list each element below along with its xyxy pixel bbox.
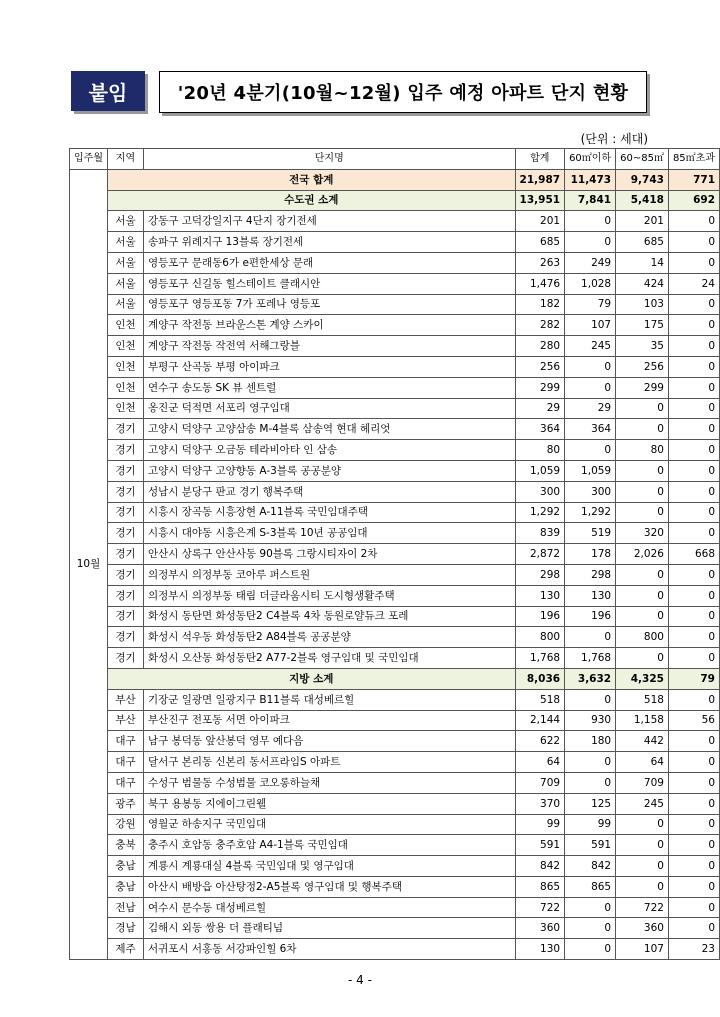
region-cell: 전남 xyxy=(107,897,143,918)
over85-cell: 0 xyxy=(668,211,719,232)
summary-a: 11,473 xyxy=(565,169,616,190)
60to85-cell: 800 xyxy=(616,627,669,648)
over85-cell: 0 xyxy=(668,440,719,461)
table-row xyxy=(70,606,720,627)
col-header-over85: 85㎡초과 xyxy=(668,149,719,170)
region-cell: 대구 xyxy=(107,772,143,793)
over85-cell: 0 xyxy=(668,731,719,752)
total-cell: 263 xyxy=(515,252,565,273)
under60-cell: 107 xyxy=(565,315,616,336)
col-header-under60: 60㎡이하 xyxy=(565,149,616,170)
complex-name-cell: 기장군 일광면 일광지구 B11블록 대성베르힐 xyxy=(143,689,515,710)
table-row xyxy=(70,814,720,835)
over85-cell: 56 xyxy=(668,710,719,731)
over85-cell: 0 xyxy=(668,585,719,606)
region-cell: 인천 xyxy=(107,356,143,377)
total-cell: 370 xyxy=(515,793,565,814)
complex-name-cell: 연수구 송도동 SK 뷰 센트럴 xyxy=(143,377,515,398)
over85-cell: 0 xyxy=(668,856,719,877)
over85-cell: 0 xyxy=(668,814,719,835)
summary-c: 771 xyxy=(668,169,719,190)
60to85-cell: 722 xyxy=(616,897,669,918)
region-cell: 인천 xyxy=(107,398,143,419)
region-cell: 서울 xyxy=(107,273,143,294)
over85-cell: 0 xyxy=(668,252,719,273)
over85-cell: 0 xyxy=(668,648,719,669)
60to85-cell: 442 xyxy=(616,731,669,752)
complex-name-cell: 계양구 작전동 작전역 서해그랑블 xyxy=(143,336,515,357)
complex-name-cell: 성남시 분당구 판교 경기 행복주택 xyxy=(143,481,515,502)
over85-cell: 0 xyxy=(668,481,719,502)
complex-name-cell: 고양시 덕양구 고양삼송 M-4블록 삼송역 현대 헤리엇 xyxy=(143,419,515,440)
summary-b: 4,325 xyxy=(616,668,669,689)
col-header-name: 단지명 xyxy=(143,149,515,170)
under60-cell: 0 xyxy=(565,752,616,773)
complex-name-cell: 김해시 외동 쌍용 더 플래티넘 xyxy=(143,918,515,939)
60to85-cell: 685 xyxy=(616,232,669,253)
region-cell: 제주 xyxy=(107,939,143,960)
under60-cell: 0 xyxy=(565,211,616,232)
over85-cell: 0 xyxy=(668,564,719,585)
region-cell: 경기 xyxy=(107,648,143,669)
over85-cell: 0 xyxy=(668,793,719,814)
total-cell: 29 xyxy=(515,398,565,419)
total-cell: 1,059 xyxy=(515,460,565,481)
total-cell: 201 xyxy=(515,211,565,232)
table-row xyxy=(70,502,720,523)
over85-cell: 0 xyxy=(668,315,719,336)
summary-c: 692 xyxy=(668,190,719,211)
60to85-cell: 0 xyxy=(616,481,669,502)
total-cell: 1,292 xyxy=(515,502,565,523)
summary-label: 지방 소계 xyxy=(107,668,515,689)
under60-cell: 0 xyxy=(565,689,616,710)
complex-name-cell: 화성시 석우동 화성동탄2 A84블록 공공분양 xyxy=(143,627,515,648)
60to85-cell: 0 xyxy=(616,460,669,481)
table-row xyxy=(70,918,720,939)
region-cell: 인천 xyxy=(107,336,143,357)
total-cell: 99 xyxy=(515,814,565,835)
table-row xyxy=(70,731,720,752)
col-header-total: 합계 xyxy=(515,149,565,170)
over85-cell: 0 xyxy=(668,460,719,481)
under60-cell: 196 xyxy=(565,606,616,627)
total-cell: 1,768 xyxy=(515,648,565,669)
summary-c: 79 xyxy=(668,668,719,689)
region-cell: 서울 xyxy=(107,252,143,273)
summary-total: 13,951 xyxy=(515,190,565,211)
table-row xyxy=(70,336,720,357)
under60-cell: 245 xyxy=(565,336,616,357)
region-cell: 경기 xyxy=(107,544,143,565)
complex-name-cell: 고양시 덕양구 고양향동 A-3블록 공공분양 xyxy=(143,460,515,481)
unit-label: (단위 : 세대) xyxy=(580,132,648,146)
under60-cell: 0 xyxy=(565,356,616,377)
total-cell: 80 xyxy=(515,440,565,461)
month-cell: 10월 xyxy=(70,169,108,959)
complex-name-cell: 영등포구 문래동6가 e편한세상 문래 xyxy=(143,252,515,273)
60to85-cell: 320 xyxy=(616,523,669,544)
complex-name-cell: 여수시 문수동 대성베르힐 xyxy=(143,897,515,918)
60to85-cell: 35 xyxy=(616,336,669,357)
summary-label: 전국 합계 xyxy=(107,169,515,190)
60to85-cell: 64 xyxy=(616,752,669,773)
region-cell: 충남 xyxy=(107,856,143,877)
total-cell: 182 xyxy=(515,294,565,315)
60to85-cell: 0 xyxy=(616,835,669,856)
total-cell: 842 xyxy=(515,856,565,877)
table-row xyxy=(70,211,720,232)
table-row xyxy=(70,793,720,814)
complex-name-cell: 부평구 산곡동 부평 아이파크 xyxy=(143,356,515,377)
region-cell: 경기 xyxy=(107,419,143,440)
over85-cell: 0 xyxy=(668,356,719,377)
region-cell: 광주 xyxy=(107,793,143,814)
complex-name-cell: 부산진구 전포동 서면 아이파크 xyxy=(143,710,515,731)
under60-cell: 591 xyxy=(565,835,616,856)
60to85-cell: 201 xyxy=(616,211,669,232)
region-cell: 경기 xyxy=(107,460,143,481)
total-cell: 130 xyxy=(515,585,565,606)
over85-cell: 0 xyxy=(668,419,719,440)
under60-cell: 249 xyxy=(565,252,616,273)
total-cell: 280 xyxy=(515,336,565,357)
complex-name-cell: 계양구 작전동 브라운스톤 계양 스카이 xyxy=(143,315,515,336)
table-row xyxy=(70,897,720,918)
total-cell: 300 xyxy=(515,481,565,502)
over85-cell: 0 xyxy=(668,627,719,648)
capital-subtotal-row xyxy=(70,190,720,211)
over85-cell: 0 xyxy=(668,336,719,357)
total-cell: 622 xyxy=(515,731,565,752)
under60-cell: 930 xyxy=(565,710,616,731)
60to85-cell: 0 xyxy=(616,606,669,627)
table-row xyxy=(70,689,720,710)
total-cell: 709 xyxy=(515,772,565,793)
60to85-cell: 709 xyxy=(616,772,669,793)
region-cell: 경기 xyxy=(107,481,143,502)
table-row xyxy=(70,460,720,481)
table-row xyxy=(70,273,720,294)
under60-cell: 125 xyxy=(565,793,616,814)
60to85-cell: 299 xyxy=(616,377,669,398)
total-cell: 196 xyxy=(515,606,565,627)
total-cell: 800 xyxy=(515,627,565,648)
table-row xyxy=(70,232,720,253)
total-cell: 256 xyxy=(515,356,565,377)
complex-name-cell: 아산시 배방읍 아산탕정2-A5블록 영구임대 및 행복주택 xyxy=(143,876,515,897)
region-cell: 서울 xyxy=(107,294,143,315)
table-row xyxy=(70,939,720,960)
60to85-cell: 2,026 xyxy=(616,544,669,565)
under60-cell: 1,292 xyxy=(565,502,616,523)
60to85-cell: 0 xyxy=(616,585,669,606)
total-cell: 64 xyxy=(515,752,565,773)
attachment-badge: 붙임 xyxy=(71,71,145,111)
under60-cell: 298 xyxy=(565,564,616,585)
col-header-month: 입주월 xyxy=(70,149,108,170)
summary-total: 21,987 xyxy=(515,169,565,190)
over85-cell: 0 xyxy=(668,377,719,398)
table-row xyxy=(70,835,720,856)
summary-a: 7,841 xyxy=(565,190,616,211)
apartment-table xyxy=(69,148,720,960)
region-cell: 경기 xyxy=(107,606,143,627)
complex-name-cell: 시흥시 장곡동 시흥장현 A-11블록 국민임대주택 xyxy=(143,502,515,523)
table-row xyxy=(70,252,720,273)
table-row xyxy=(70,648,720,669)
60to85-cell: 424 xyxy=(616,273,669,294)
60to85-cell: 0 xyxy=(616,876,669,897)
complex-name-cell: 영월군 하송지구 국민임대 xyxy=(143,814,515,835)
60to85-cell: 175 xyxy=(616,315,669,336)
region-cell: 대구 xyxy=(107,731,143,752)
complex-name-cell: 영등포구 신길동 힐스테이트 클래시안 xyxy=(143,273,515,294)
table-row xyxy=(70,377,720,398)
over85-cell: 24 xyxy=(668,273,719,294)
total-cell: 2,872 xyxy=(515,544,565,565)
table-row xyxy=(70,585,720,606)
region-cell: 경기 xyxy=(107,523,143,544)
total-cell: 839 xyxy=(515,523,565,544)
complex-name-cell: 안산시 상록구 안산사동 90블록 그랑시티자이 2차 xyxy=(143,544,515,565)
total-cell: 685 xyxy=(515,232,565,253)
complex-name-cell: 의정부시 의정부동 태림 더글라움시티 도시형생활주택 xyxy=(143,585,515,606)
under60-cell: 130 xyxy=(565,585,616,606)
under60-cell: 0 xyxy=(565,232,616,253)
total-cell: 298 xyxy=(515,564,565,585)
60to85-cell: 107 xyxy=(616,939,669,960)
complex-name-cell: 남구 봉덕동 앞산봉덕 영무 예다음 xyxy=(143,731,515,752)
over85-cell: 0 xyxy=(668,523,719,544)
region-cell: 부산 xyxy=(107,710,143,731)
table-row xyxy=(70,752,720,773)
local-subtotal-row xyxy=(70,668,720,689)
over85-cell: 0 xyxy=(668,897,719,918)
table-row xyxy=(70,481,720,502)
table-row xyxy=(70,876,720,897)
over85-cell: 0 xyxy=(668,398,719,419)
60to85-cell: 518 xyxy=(616,689,669,710)
over85-cell: 0 xyxy=(668,772,719,793)
region-cell: 경기 xyxy=(107,585,143,606)
summary-total: 8,036 xyxy=(515,668,565,689)
complex-name-cell: 수성구 범물동 수성범물 코오롱하늘채 xyxy=(143,772,515,793)
total-cell: 1,476 xyxy=(515,273,565,294)
over85-cell: 0 xyxy=(668,294,719,315)
complex-name-cell: 영등포구 영등포동 7가 포레나 영등포 xyxy=(143,294,515,315)
under60-cell: 0 xyxy=(565,918,616,939)
region-cell: 인천 xyxy=(107,315,143,336)
total-cell: 865 xyxy=(515,876,565,897)
table-row xyxy=(70,523,720,544)
title-area xyxy=(71,71,647,113)
under60-cell: 178 xyxy=(565,544,616,565)
over85-cell: 0 xyxy=(668,232,719,253)
total-cell: 364 xyxy=(515,419,565,440)
region-cell: 충남 xyxy=(107,876,143,897)
total-cell: 2,144 xyxy=(515,710,565,731)
60to85-cell: 1,158 xyxy=(616,710,669,731)
over85-cell: 0 xyxy=(668,689,719,710)
region-cell: 충북 xyxy=(107,835,143,856)
complex-name-cell: 충주시 호암동 충주호암 A4-1블록 국민임대 xyxy=(143,835,515,856)
region-cell: 서울 xyxy=(107,211,143,232)
table-row xyxy=(70,627,720,648)
under60-cell: 842 xyxy=(565,856,616,877)
60to85-cell: 256 xyxy=(616,356,669,377)
60to85-cell: 80 xyxy=(616,440,669,461)
complex-name-cell: 시흥시 대야동 시흥은계 S-3블록 10년 공공임대 xyxy=(143,523,515,544)
region-cell: 인천 xyxy=(107,377,143,398)
over85-cell: 0 xyxy=(668,606,719,627)
total-cell: 130 xyxy=(515,939,565,960)
summary-label: 수도권 소계 xyxy=(107,190,515,211)
region-cell: 경남 xyxy=(107,918,143,939)
complex-name-cell: 강동구 고덕강일지구 4단지 장기전세 xyxy=(143,211,515,232)
over85-cell: 0 xyxy=(668,835,719,856)
under60-cell: 79 xyxy=(565,294,616,315)
table-row xyxy=(70,419,720,440)
table-row xyxy=(70,294,720,315)
col-header-region: 지역 xyxy=(107,149,143,170)
60to85-cell: 14 xyxy=(616,252,669,273)
total-cell: 360 xyxy=(515,918,565,939)
under60-cell: 99 xyxy=(565,814,616,835)
complex-name-cell: 의정부시 의정부동 코아루 퍼스트원 xyxy=(143,564,515,585)
total-cell: 282 xyxy=(515,315,565,336)
table-row xyxy=(70,315,720,336)
table-row xyxy=(70,710,720,731)
60to85-cell: 0 xyxy=(616,419,669,440)
under60-cell: 180 xyxy=(565,731,616,752)
col-header-60to85: 60~85㎡ xyxy=(616,149,669,170)
total-cell: 722 xyxy=(515,897,565,918)
under60-cell: 519 xyxy=(565,523,616,544)
summary-b: 9,743 xyxy=(616,169,669,190)
table-row xyxy=(70,398,720,419)
under60-cell: 0 xyxy=(565,377,616,398)
table-row xyxy=(70,356,720,377)
over85-cell: 0 xyxy=(668,752,719,773)
under60-cell: 1,059 xyxy=(565,460,616,481)
60to85-cell: 0 xyxy=(616,564,669,585)
under60-cell: 865 xyxy=(565,876,616,897)
table-row xyxy=(70,564,720,585)
under60-cell: 0 xyxy=(565,440,616,461)
under60-cell: 1,768 xyxy=(565,648,616,669)
60to85-cell: 103 xyxy=(616,294,669,315)
region-cell: 경기 xyxy=(107,627,143,648)
total-cell: 591 xyxy=(515,835,565,856)
table-row xyxy=(70,440,720,461)
over85-cell: 0 xyxy=(668,876,719,897)
total-cell: 518 xyxy=(515,689,565,710)
page-number: - 4 - xyxy=(348,973,372,987)
page-title: '20년 4분기(10월~12월) 입주 예정 아파트 단지 현황 xyxy=(159,71,647,113)
summary-b: 5,418 xyxy=(616,190,669,211)
region-cell: 경기 xyxy=(107,502,143,523)
complex-name-cell: 화성시 오산동 화성동탄2 A77-2블록 영구임대 및 국민임대 xyxy=(143,648,515,669)
under60-cell: 0 xyxy=(565,627,616,648)
60to85-cell: 0 xyxy=(616,814,669,835)
complex-name-cell: 화성시 동탄면 화성동탄2 C4블록 4차 동원로얄듀크 포레 xyxy=(143,606,515,627)
60to85-cell: 360 xyxy=(616,918,669,939)
60to85-cell: 0 xyxy=(616,398,669,419)
60to85-cell: 245 xyxy=(616,793,669,814)
region-cell: 경기 xyxy=(107,440,143,461)
national-total-row xyxy=(70,169,720,190)
over85-cell: 0 xyxy=(668,918,719,939)
60to85-cell: 0 xyxy=(616,856,669,877)
complex-name-cell: 달서구 본리동 신본리 동서프라임S 아파트 xyxy=(143,752,515,773)
under60-cell: 0 xyxy=(565,772,616,793)
complex-name-cell: 북구 용봉동 지에이그린웰 xyxy=(143,793,515,814)
over85-cell: 668 xyxy=(668,544,719,565)
table-row xyxy=(70,772,720,793)
table-header-row xyxy=(70,149,720,170)
region-cell: 강원 xyxy=(107,814,143,835)
total-cell: 299 xyxy=(515,377,565,398)
over85-cell: 0 xyxy=(668,502,719,523)
complex-name-cell: 서귀포시 서홍동 서강파인힐 6차 xyxy=(143,939,515,960)
complex-name-cell: 계룡시 계룡대실 4블록 국민임대 및 영구임대 xyxy=(143,856,515,877)
complex-name-cell: 고양시 덕양구 오금동 테라비아타 인 삼송 xyxy=(143,440,515,461)
over85-cell: 23 xyxy=(668,939,719,960)
under60-cell: 364 xyxy=(565,419,616,440)
table-row xyxy=(70,544,720,565)
region-cell: 서울 xyxy=(107,232,143,253)
complex-name-cell: 송파구 위례지구 13블록 장기전세 xyxy=(143,232,515,253)
under60-cell: 0 xyxy=(565,897,616,918)
60to85-cell: 0 xyxy=(616,648,669,669)
region-cell: 경기 xyxy=(107,564,143,585)
region-cell: 대구 xyxy=(107,752,143,773)
under60-cell: 29 xyxy=(565,398,616,419)
table-row xyxy=(70,856,720,877)
region-cell: 부산 xyxy=(107,689,143,710)
under60-cell: 300 xyxy=(565,481,616,502)
complex-name-cell: 옹진군 덕적면 서포리 영구임대 xyxy=(143,398,515,419)
under60-cell: 0 xyxy=(565,939,616,960)
under60-cell: 1,028 xyxy=(565,273,616,294)
summary-a: 3,632 xyxy=(565,668,616,689)
60to85-cell: 0 xyxy=(616,502,669,523)
